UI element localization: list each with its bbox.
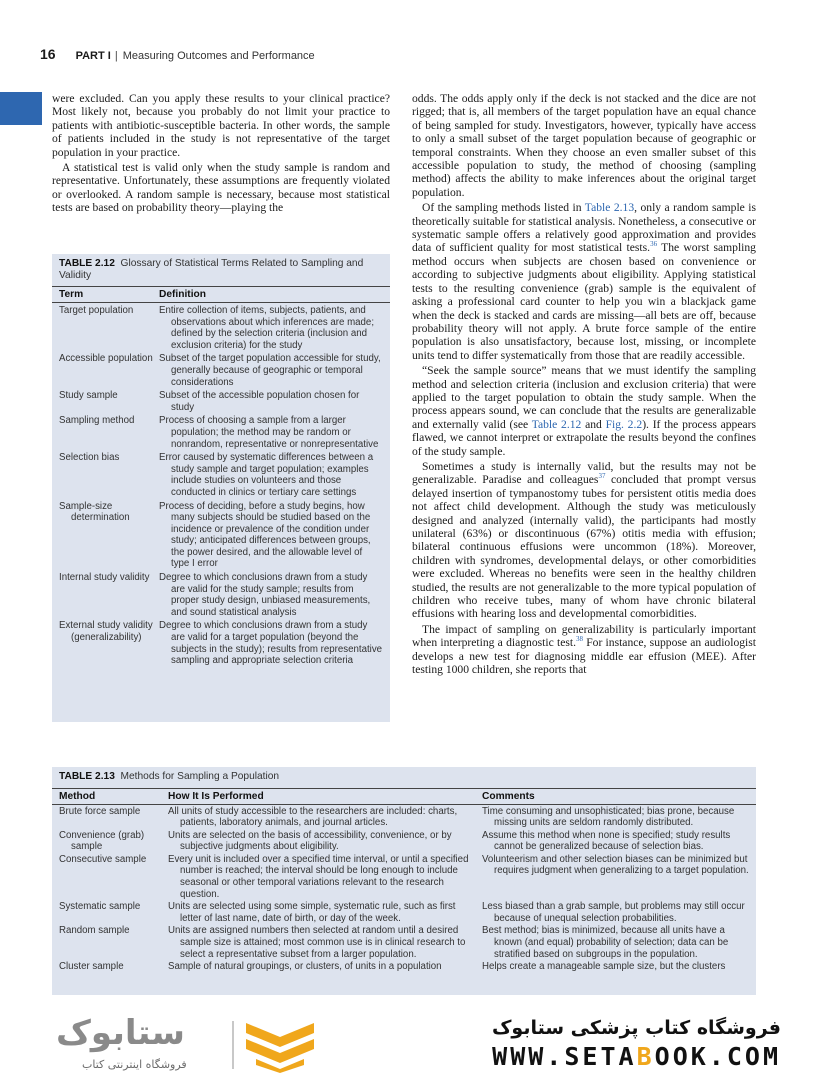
store-url[interactable]: WWW.SETABOOK.COM bbox=[492, 1042, 781, 1071]
logo-subtitle: فروشگاه اینترنتی کتاب bbox=[82, 1058, 187, 1071]
page-header bbox=[40, 46, 315, 68]
citation-link[interactable]: 36 bbox=[650, 240, 658, 249]
store-logo[interactable] bbox=[56, 1013, 321, 1075]
chapter-tab-marker bbox=[0, 92, 42, 125]
citation-link[interactable]: 38 bbox=[575, 635, 583, 644]
logo-divider bbox=[232, 1021, 234, 1069]
table-row: Systematic sample Units are selected using some simple, systematic rule, such as first letter of last name, date of birth, or day of the week. Less biased than a grab sample, but problems may still occur because of unequal selection probabilities. bbox=[59, 901, 745, 924]
table-row: Target population Entire collection of items, subjects, patients, and observations about which inferences are made; defined by the selection criteria (inclusion and exclusion criteria) for the study bbox=[59, 305, 375, 351]
part-label: PART I bbox=[75, 50, 111, 62]
paragraph: Of the sampling methods listed in Table 2.13, only a random sample is theoretically suitable for statistical analysis. Nonetheless, a consecutive or systematic sample offers a relatively good approximation and provides data of sufficient quality for most statistical tests.$^{36}$ The worst sampling method occurs when subjects are chosen based on convenience or according to subjective judgments about eligibility. Applying statistical tests to the resulting convenience (grab) sample is the equivalent of asking a professional card counter to help you win a blackjack game when the deck is stacked and cards are missing—all bets are off, because probability theory will not apply. A brute force sample of the entire population is also unsatisfactory, because lost, missing, or incomplete units tend to differ systematically from those that are readily accessible. bbox=[412, 201, 756, 362]
table-2-13 bbox=[52, 767, 756, 995]
store-banner bbox=[0, 995, 821, 1080]
chevron-stack-icon bbox=[242, 1017, 318, 1073]
table-caption: TABLE 2.12 Glossary of Statistical Terms Related to Sampling and Validity bbox=[59, 258, 364, 281]
table-row: Sampling method Process of choosing a sample from a larger population; the method may be random or nonrandom, representative or nonrepresentative bbox=[59, 415, 379, 450]
table-row: Brute force sample All units of study accessible to the researchers are included: charts, patients, laboratory animals, and journal articles. Time consuming and unsophisticated; bias prone, because missing units are seldom randomly distributed. bbox=[59, 805, 735, 829]
store-name: فروشگاه کتاب پزشکی ستابوک bbox=[491, 1017, 781, 1039]
table-header: Term Definition bbox=[52, 286, 390, 303]
paragraph: odds. The odds apply only if the deck is not stacked and the dice are not rigged; that is, all members of the target population have an equal chance of being sampled for study. Investigators, however, typically have access to only a small subset of the target population because of geographic or temporal constraints. When they choose an even smaller subset of this accessible population to study, the method of choosing (sampling method) affects the ability to make inferences about the original target population. bbox=[412, 92, 756, 199]
paragraph: “Seek the sample source” means that we must identify the sampling method and selection criteria (inclusion and exclusion criteria) that were applied to the target population to obtain the study sample. When the process appears sound, we can conclude that the results are generalizable and externally valid (see Table 2.12 and Fig. 2.2). If the process appears flawed, we cannot interpret or extrapolate the results beyond the confines of the study sample. bbox=[412, 364, 756, 458]
logo-wordmark: ستابوک bbox=[56, 1013, 185, 1053]
table-row: External study validity (generalizability) Degree to which conclusions drawn from a study are valid for a target population (beyond the subjects in the study); results from representative sampling and appropriate selection criteria bbox=[59, 620, 383, 667]
table-row: Accessible population Subset of the target population accessible for study, generally because of geographic or temporal considerations bbox=[59, 353, 381, 388]
table-reference-link[interactable]: Table 2.12 bbox=[531, 417, 582, 431]
table-row: Cluster sample Sample of natural groupings, or clusters, of units in a population Helps create a manageable sample size, but the clusters bbox=[59, 961, 726, 973]
table-reference-link[interactable]: Table 2.13 bbox=[584, 201, 635, 215]
table-row: Internal study validity Degree to which conclusions drawn from a study are valid for the study sample; results from proper study design, unbiased measurements, and sound statistical analysis bbox=[59, 572, 371, 618]
part-title: Measuring Outcomes and Performance bbox=[122, 50, 315, 62]
paragraph: were excluded. Can you apply these results to your clinical practice? Most likely not, because you probably do not limit your practice to patients with antibiotic-susceptible bacteria. In other words, the sample of patients included in the study is not representative of the target population in your practice. bbox=[52, 92, 390, 159]
right-column bbox=[412, 92, 756, 676]
table-2-12 bbox=[52, 254, 390, 722]
paragraph: Sometimes a study is internally valid, but the results may not be generalizable. Paradise and colleagues$^{37}$ concluded that prompt versus delayed insertion of tympanostomy tubes for persistent otitis media does not affect child development. Although the study was meticulously designed and analyzed (internally valid), the participants had mostly unilateral (63%) or discontinuous (67%) otitis media with effusion; bilateral continuous effusions were uncommon (18%). Moreover, children with syndromes, developmental delays, or other comorbidities were excluded. Whereas no benefits were seen in the healthy children studied, the results are not generalizable to the more typical population of children who receive tubes, many of whom have chronic bilateral effusions with hearing loss and developmental comorbidities. bbox=[412, 459, 756, 621]
table-caption: TABLE 2.13 Methods for Sampling a Population bbox=[59, 771, 280, 782]
table-row: Convenience (grab) sample Units are selected on the basis of accessibility, convenience, or by subjective judgments about eligibility. Assume this method when none is specified; study results cannot be generalized because of selection bias. bbox=[59, 829, 731, 853]
part-separator: | bbox=[114, 50, 118, 62]
table-row: Random sample Units are assigned numbers then selected at random until a desired sample size is attained; most common use is in clinical research to select a representative subset from a larger population. Best method; bias is minimized, because all units have a known (and equal) probability of selection; data can be stratified based on subgroups in the population. bbox=[59, 925, 729, 960]
paragraph: The impact of sampling on generalizability is particularly important when interpreting a diagnostic test.$^{38}$ For instance, suppose an audiologist develops a new test for diagnosing middle ear effusion (MEE). After testing 1000 children, she reports that bbox=[412, 622, 756, 677]
table-header: Method How It Is Performed Comments bbox=[52, 788, 756, 805]
left-column bbox=[52, 92, 390, 215]
figure-reference-link[interactable]: Fig. 2.2 bbox=[605, 417, 643, 431]
table-row: Sample-size determination Process of deciding, before a study begins, how many subjects should be studied based on the incidence or prevalence of the condition under study; anticipated differences between groups, the power desired, and the allowable level of type I error bbox=[59, 500, 371, 570]
page-number: 16 bbox=[40, 46, 56, 62]
table-row: Consecutive sample Every unit is included over a specified time interval, or until a specified number is reached; the interval should be long enough to include seasonal or other temporal variations relevant to the research question. Volunteerism and other selection biases can be minimized but requires judgment when generalizing to a target population. bbox=[59, 853, 749, 900]
table-row: Selection bias Error caused by systematic differences between a study sample and target population; examples include studies on volunteers and those conducted in clinics or tertiary care settings bbox=[59, 452, 374, 498]
paragraph: A statistical test is valid only when the study sample is random and representative. Unfortunately, these assumptions are frequently violated or overlooked. A random sample is necessary, because most statistical tests are based on probability theory—playing the bbox=[52, 161, 390, 215]
citation-link[interactable]: 37 bbox=[598, 472, 606, 481]
table-row: Study sample Subset of the accessible population chosen for study bbox=[59, 390, 360, 413]
